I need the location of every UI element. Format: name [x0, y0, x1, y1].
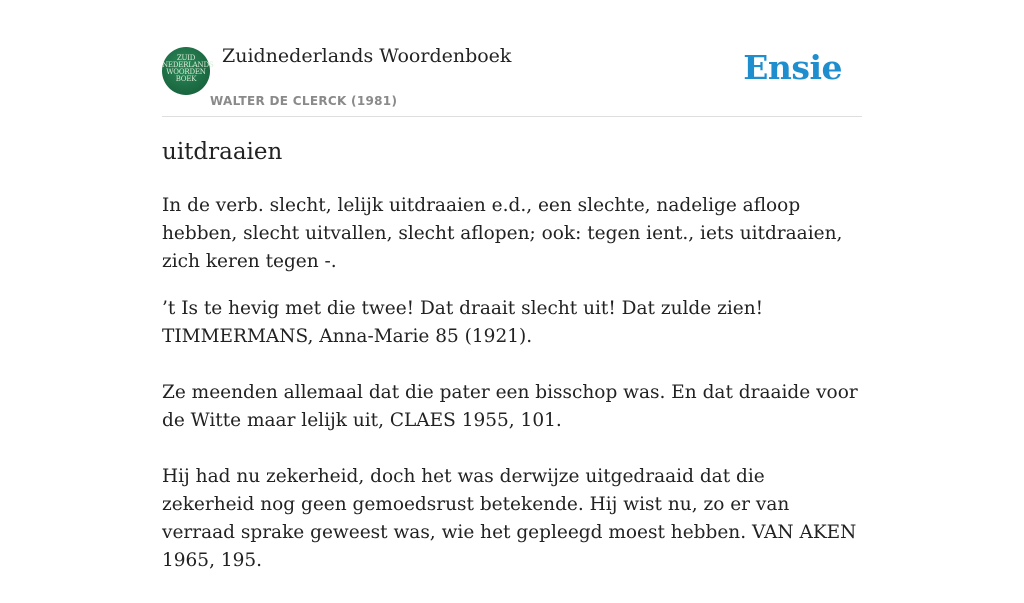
- logo-line: NEDERLANDS: [162, 61, 214, 69]
- entry-content: [162, 192, 862, 603]
- logo-line: WOORDEN: [166, 68, 206, 76]
- book-logo[interactable]: [162, 47, 214, 95]
- ensie-logo-link[interactable]: Ensie: [743, 48, 842, 87]
- logo-text: [162, 54, 214, 83]
- logo-line: BOEK: [175, 75, 197, 83]
- quote-text: ’t Is te hevig met die twee! Dat draait slecht uit! Dat zulde zien! TIMMERMANS, Anna-Marie 85 (1921).: [162, 298, 764, 347]
- dictionary-title-link[interactable]: Zuidnederlands Woordenboek: [222, 45, 512, 67]
- definition-text: In de verb. slecht, lelijk uitdraaien e.d., een slechte, nadelige afloop hebben, slecht uitvallen, slecht aflopen; ook: tegen ient., iets uitdraaien, zich keren tegen -.: [162, 195, 843, 272]
- quote-text: Ze meenden allemaal dat die pater een bisschop was. En dat draaide voor de Witte maar lelijk uit, CLAES 1955, 101.: [162, 382, 858, 431]
- author-label: WALTER DE CLERCK (1981): [210, 94, 398, 108]
- page: [162, 0, 862, 571]
- quote-text: Hij had nu zekerheid, doch het was derwijze uitgedraaid dat die zekerheid nog geen gemoedsrust betekende. Hij wist nu, zo er van verraad sprake geweest was, wie het gepleegd moest hebben. VAN AKEN 1965, 195.: [162, 466, 857, 571]
- logo-line: ZUID: [176, 54, 196, 62]
- header: [162, 0, 862, 117]
- page-title: uitdraaien: [162, 139, 283, 165]
